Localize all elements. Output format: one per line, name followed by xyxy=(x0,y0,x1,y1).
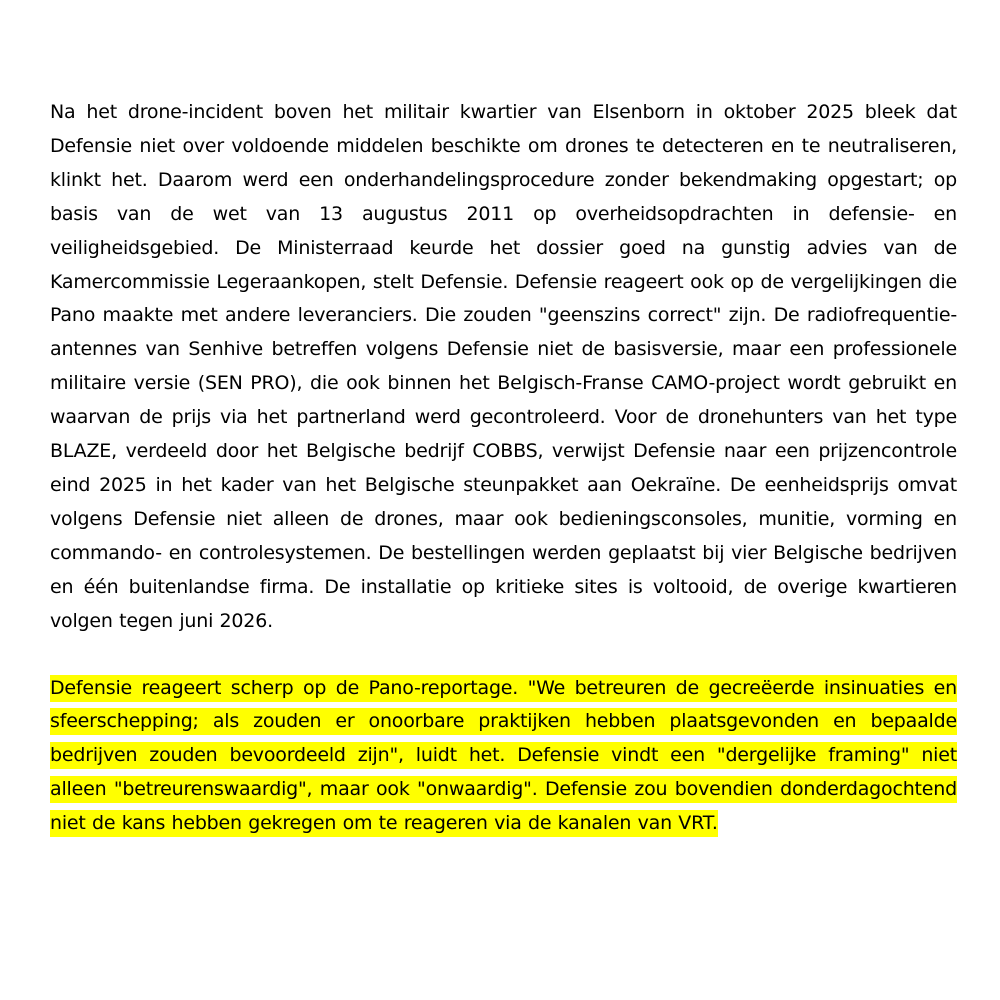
paragraph-1 xyxy=(50,96,957,639)
paragraph-2-text: Defensie reageert scherp op de Pano-reportage. "We betreuren de gecreëerde insinuaties en sfeerschepping; als zouden er onoorbare praktijken hebben plaatsgevonden en bepaalde bedrijven zouden bevoordeeld zijn", luidt het. Defensie vindt een "dergelijke framing" niet alleen "betreurenswaardig", maar ook "onwaardig". Defensie zou bovendien donderdagochtend niet de kans hebben gekregen om te reageren via de kanalen van VRT. xyxy=(50,675,957,838)
document-body xyxy=(50,96,957,841)
paragraph-1-text: Na het drone-incident boven het militair kwartier van Elsenborn in oktober 2025 bleek dat Defensie niet over voldoende middelen beschikte om drones te detecteren en te neutraliseren, klinkt het. Daarom werd een onderhandelingsprocedure zonder bekendmaking opgestart; op basis van de wet van 13 augustus 2011 op overheidsopdrachten in defensie- en veiligheidsgebied. De Ministerraad keurde het dossier goed na gunstig advies van de Kamercommissie Legeraankopen, stelt Defensie. Defensie reageert ook op de vergelijkingen die Pano maakte met andere leveranciers. Die zouden "geenszins correct" zijn. De radiofrequentie-antennes van Senhive betreffen volgens Defensie niet de basisversie, maar een professionele militaire versie (SEN PRO), die ook binnen het Belgisch-Franse CAMO-project wordt gebruikt en waarvan de prijs via het partnerland werd gecontroleerd. Voor de dronehunters van het type BLAZE, verdeeld door het Belgische bedrijf COBBS, verwijst Defensie naar een prijzencontrole eind 2025 in het kader van het Belgische steunpakket aan Oekraïne. De eenheidsprijs omvat volgens Defensie niet alleen de drones, maar ook bedieningsconsoles, munitie, vorming en commando- en controlesystemen. De bestellingen werden geplaatst bij vier Belgische bedrijven en één buitenlandse firma. De installatie op kritieke sites is voltooid, de overige kwartieren volgen tegen juni 2026. xyxy=(50,101,957,632)
paragraph-2-highlighted xyxy=(50,672,957,842)
